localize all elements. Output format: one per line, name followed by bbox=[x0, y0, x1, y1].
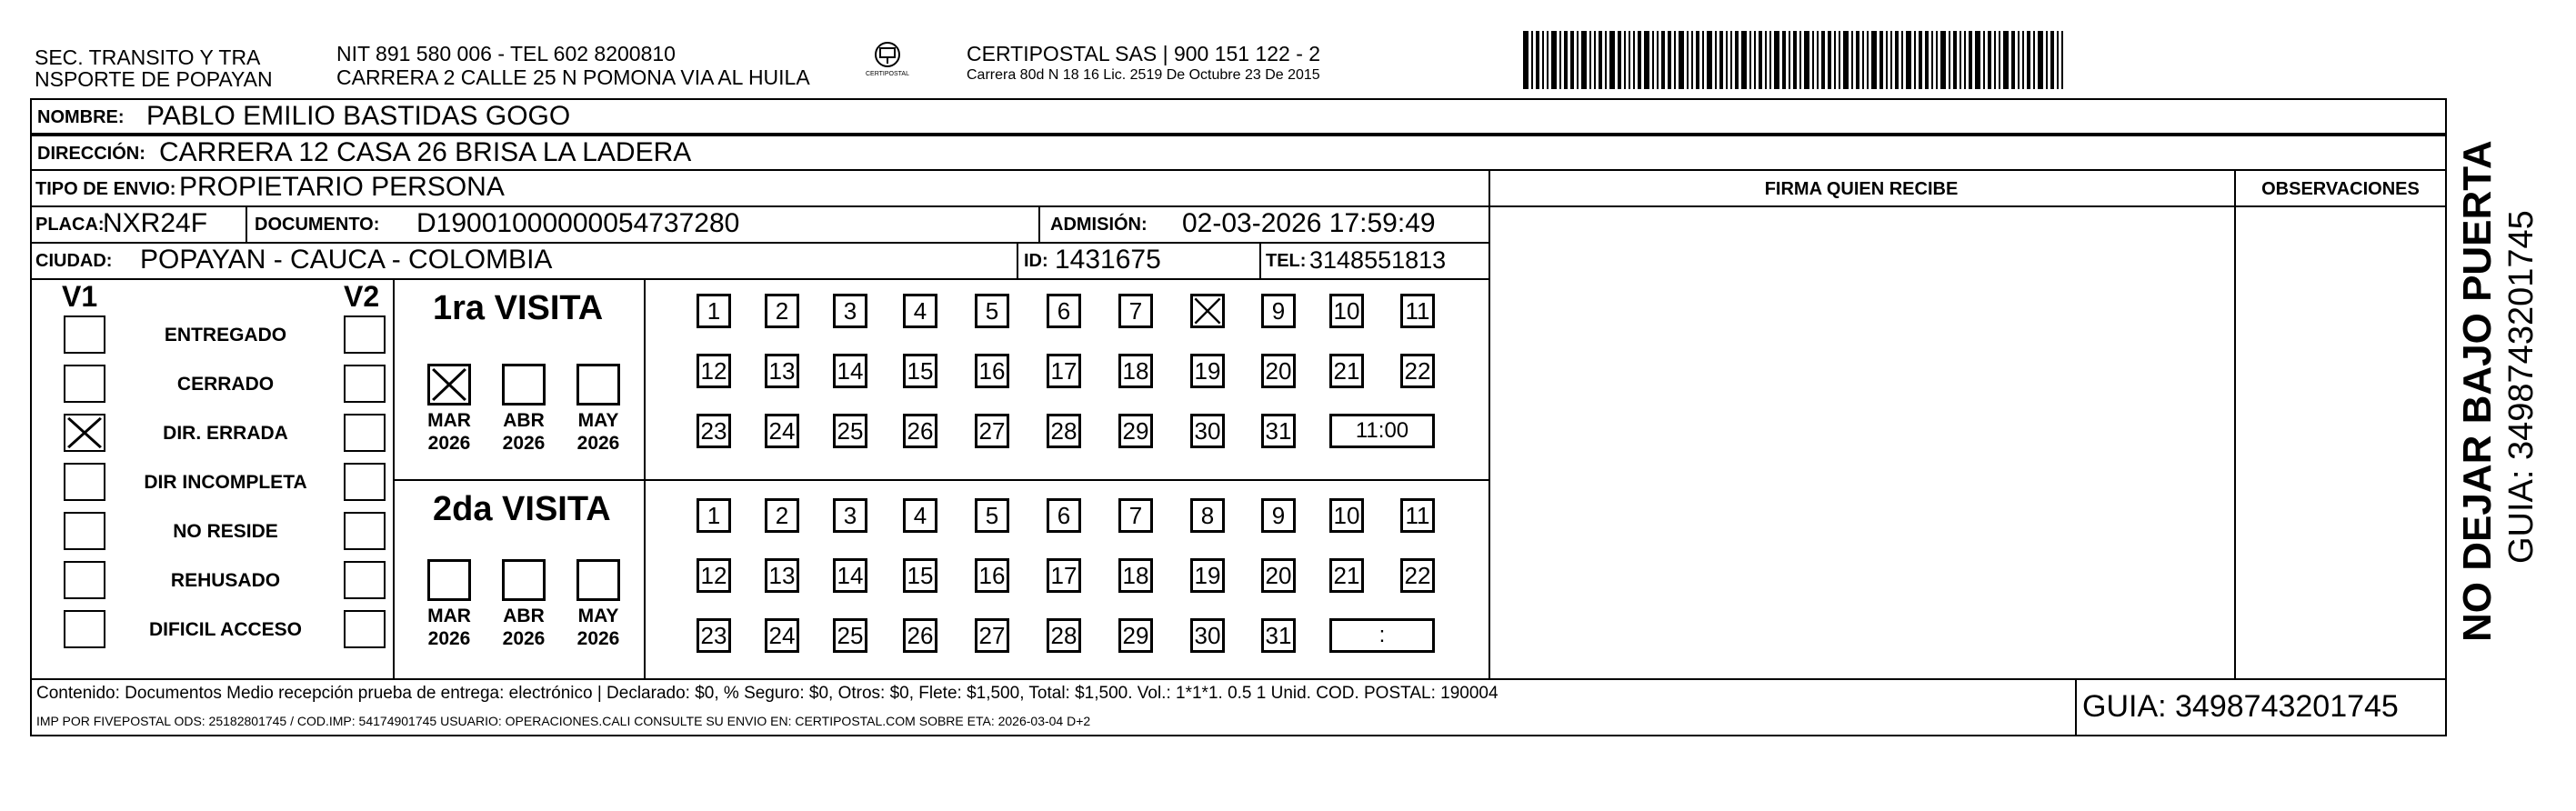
month-year: 2026 bbox=[427, 433, 471, 454]
month-year: 2026 bbox=[576, 628, 620, 649]
day-box[interactable]: 28 bbox=[1047, 618, 1081, 653]
sender-name-line2: NSPORTE DE POPAYAN bbox=[35, 67, 273, 91]
day-box[interactable]: 13 bbox=[765, 354, 799, 388]
day-box[interactable]: 15 bbox=[903, 354, 937, 388]
v2-checkbox[interactable] bbox=[344, 561, 386, 599]
day-box[interactable]: 25 bbox=[833, 414, 867, 448]
day-box[interactable]: 25 bbox=[833, 618, 867, 653]
day-box[interactable]: 23 bbox=[697, 414, 731, 448]
day-box[interactable]: 12 bbox=[697, 558, 731, 593]
placa-value: NXR24F bbox=[103, 208, 208, 238]
day-box[interactable]: 22 bbox=[1400, 354, 1435, 388]
id-value: 1431675 bbox=[1055, 245, 1161, 275]
v1-label: V1 bbox=[62, 280, 98, 313]
day-box[interactable]: 8 bbox=[1190, 498, 1225, 533]
day-box[interactable]: 21 bbox=[1329, 558, 1364, 593]
day-box[interactable]: 31 bbox=[1261, 414, 1296, 448]
admision-value: 02-03-2026 17:59:49 bbox=[1182, 208, 1436, 238]
month-name: ABR bbox=[503, 410, 545, 431]
v2-checkbox[interactable] bbox=[344, 512, 386, 550]
v1-checkbox[interactable] bbox=[64, 414, 105, 452]
status-label: ENTREGADO bbox=[164, 325, 287, 345]
day-box[interactable]: 11 bbox=[1400, 498, 1435, 533]
status-label: DIR INCOMPLETA bbox=[144, 472, 307, 493]
v2-checkbox[interactable] bbox=[344, 365, 386, 403]
v2-checkbox[interactable] bbox=[344, 315, 386, 354]
day-box[interactable]: 16 bbox=[975, 558, 1009, 593]
v1-checkbox[interactable] bbox=[64, 463, 105, 501]
day-box[interactable]: 19 bbox=[1190, 558, 1225, 593]
side-guia: GUIA: 3498743201745 bbox=[2502, 210, 2541, 564]
day-box[interactable]: 16 bbox=[975, 354, 1009, 388]
month-year: 2026 bbox=[502, 433, 546, 454]
status-label: REHUSADO bbox=[170, 570, 281, 591]
footer-line2: IMP POR FIVEPOSTAL ODS: 25182801745 / COD.IMP: 54174901745 USUARIO: OPERACIONES.CALI CONSULTE SU ENVIO EN: CERTIPOSTAL.COM SOBRE ETA: 2026-03-04 D+2 bbox=[36, 714, 1091, 728]
time-box[interactable]: : bbox=[1329, 618, 1435, 653]
month-name: MAR bbox=[427, 606, 471, 626]
ciudad-value: POPAYAN - CAUCA - COLOMBIA bbox=[140, 245, 553, 275]
v1-checkbox[interactable] bbox=[64, 315, 105, 354]
day-box[interactable]: 10 bbox=[1329, 294, 1364, 328]
guia-box: GUIA: 3498743201745 bbox=[2082, 689, 2399, 724]
tipo-value: PROPIETARIO PERSONA bbox=[179, 172, 505, 202]
v1-checkbox[interactable] bbox=[64, 610, 105, 648]
day-box[interactable]: 1 bbox=[697, 294, 731, 328]
day-box[interactable]: 18 bbox=[1118, 558, 1153, 593]
v1-checkbox[interactable] bbox=[64, 561, 105, 599]
day-box[interactable]: 14 bbox=[833, 558, 867, 593]
day-box[interactable]: 20 bbox=[1261, 354, 1296, 388]
month-label bbox=[418, 605, 480, 650]
day-box[interactable]: 9 bbox=[1261, 294, 1296, 328]
day-box[interactable]: 1 bbox=[697, 498, 731, 533]
barcode bbox=[1523, 31, 2223, 89]
day-box[interactable]: 24 bbox=[765, 414, 799, 448]
month-label bbox=[567, 605, 629, 650]
v1-checkbox[interactable] bbox=[64, 365, 105, 403]
day-box[interactable]: 2 bbox=[765, 498, 799, 533]
month-checkbox[interactable] bbox=[576, 364, 620, 406]
day-box[interactable]: 10 bbox=[1329, 498, 1364, 533]
nombre-value: PABLO EMILIO BASTIDAS GOGO bbox=[146, 101, 571, 131]
month-checkbox[interactable] bbox=[576, 559, 620, 601]
day-box[interactable]: 2 bbox=[765, 294, 799, 328]
day-box[interactable]: 30 bbox=[1190, 618, 1225, 653]
day-box[interactable]: 19 bbox=[1190, 354, 1225, 388]
day-box[interactable]: 18 bbox=[1118, 354, 1153, 388]
day-box[interactable]: 17 bbox=[1047, 558, 1081, 593]
day-box[interactable]: 11 bbox=[1400, 294, 1435, 328]
day-box[interactable]: 7 bbox=[1118, 498, 1153, 533]
month-year: 2026 bbox=[576, 433, 620, 454]
month-checkbox[interactable] bbox=[427, 559, 471, 601]
v2-checkbox[interactable] bbox=[344, 463, 386, 501]
day-box[interactable]: 12 bbox=[697, 354, 731, 388]
month-checkbox[interactable] bbox=[427, 364, 471, 406]
day-box[interactable] bbox=[1190, 294, 1225, 328]
month-checkbox[interactable] bbox=[502, 559, 546, 601]
day-box[interactable]: 17 bbox=[1047, 354, 1081, 388]
day-box[interactable]: 3 bbox=[833, 498, 867, 533]
status-label: DIFICIL ACCESO bbox=[148, 619, 302, 640]
day-box[interactable]: 26 bbox=[903, 618, 937, 653]
observaciones-header: OBSERVACIONES bbox=[2261, 179, 2420, 199]
firma-header: FIRMA QUIEN RECIBE bbox=[1764, 179, 1959, 199]
day-box[interactable]: 6 bbox=[1047, 498, 1081, 533]
day-box[interactable]: 13 bbox=[765, 558, 799, 593]
day-box[interactable]: 6 bbox=[1047, 294, 1081, 328]
day-box[interactable]: 26 bbox=[903, 414, 937, 448]
month-label bbox=[418, 409, 480, 455]
sender-address-line: CARRERA 2 CALLE 25 N POMONA VIA AL HUILA bbox=[336, 65, 810, 89]
month-name: MAY bbox=[577, 410, 619, 431]
day-box[interactable]: 3 bbox=[833, 294, 867, 328]
day-box[interactable]: 23 bbox=[697, 618, 731, 653]
v1-checkbox[interactable] bbox=[64, 512, 105, 550]
sender-nit-line: NIT 891 580 006 - TEL 602 8200810 bbox=[336, 42, 676, 65]
day-box[interactable]: 31 bbox=[1261, 618, 1296, 653]
month-label bbox=[493, 605, 555, 650]
status-label: CERRADO bbox=[176, 374, 275, 395]
sender-name-line1: SEC. TRANSITO Y TRA bbox=[35, 45, 261, 69]
status-label: DIR. ERRADA bbox=[163, 423, 288, 444]
side-warning: NO DEJAR BAJO PUERTA bbox=[2455, 140, 2500, 642]
day-box[interactable]: 5 bbox=[975, 498, 1009, 533]
day-box[interactable]: 21 bbox=[1329, 354, 1364, 388]
visit1-title: 1ra VISITA bbox=[433, 289, 604, 327]
month-label bbox=[567, 409, 629, 455]
day-box[interactable]: 27 bbox=[975, 618, 1009, 653]
direccion-value: CARRERA 12 CASA 26 BRISA LA LADERA bbox=[159, 137, 692, 167]
day-box[interactable]: 4 bbox=[903, 294, 937, 328]
certipostal-logo: CERTIPOSTAL bbox=[860, 36, 915, 84]
month-year: 2026 bbox=[502, 628, 546, 649]
month-checkbox[interactable] bbox=[502, 364, 546, 406]
time-box[interactable]: 11:00 bbox=[1329, 414, 1435, 448]
month-label bbox=[493, 409, 555, 455]
month-year: 2026 bbox=[427, 628, 471, 649]
status-label: NO RESIDE bbox=[173, 521, 278, 542]
day-box[interactable]: 4 bbox=[903, 498, 937, 533]
day-box[interactable]: 9 bbox=[1261, 498, 1296, 533]
day-box[interactable]: 20 bbox=[1261, 558, 1296, 593]
documento-value: D19001000000054737280 bbox=[416, 208, 740, 238]
company-line: CERTIPOSTAL SAS | 900 151 122 - 2 bbox=[967, 42, 1321, 65]
v2-checkbox[interactable] bbox=[344, 610, 386, 648]
day-box[interactable]: 5 bbox=[975, 294, 1009, 328]
v2-checkbox[interactable] bbox=[344, 414, 386, 452]
day-box[interactable]: 22 bbox=[1400, 558, 1435, 593]
day-box[interactable]: 15 bbox=[903, 558, 937, 593]
day-box[interactable]: 28 bbox=[1047, 414, 1081, 448]
day-box[interactable]: 29 bbox=[1118, 618, 1153, 653]
tel-value: 3148551813 bbox=[1309, 246, 1447, 274]
company-address: Carrera 80d N 18 16 Lic. 2519 De Octubre 23 De 2015 bbox=[967, 67, 1320, 83]
month-name: MAR bbox=[427, 410, 471, 431]
day-box[interactable]: 30 bbox=[1190, 414, 1225, 448]
day-box[interactable]: 24 bbox=[765, 618, 799, 653]
month-name: MAY bbox=[577, 606, 619, 626]
day-box[interactable]: 27 bbox=[975, 414, 1009, 448]
visit2-title: 2da VISITA bbox=[433, 490, 611, 528]
day-box[interactable]: 14 bbox=[833, 354, 867, 388]
footer-line1: Contenido: Documentos Medio recepción prueba de entrega: electrónico | Declarado: $0, % Seguro: $0, Otros: $0, Flete: $1,500, Total: $1,500. Vol.: 1*1*1. 0.5 1 Unid. COD. POSTAL: 190004 bbox=[36, 684, 1498, 703]
v2-label: V2 bbox=[344, 280, 380, 313]
month-name: ABR bbox=[503, 606, 545, 626]
day-box[interactable]: 29 bbox=[1118, 414, 1153, 448]
nombre-row: NOMBRE: PABLO EMILIO BASTIDAS GOGO bbox=[30, 98, 2447, 135]
day-box[interactable]: 7 bbox=[1118, 294, 1153, 328]
direccion-row: DIRECCIÓN: CARRERA 12 CASA 26 BRISA LA LADERA bbox=[30, 135, 2447, 171]
